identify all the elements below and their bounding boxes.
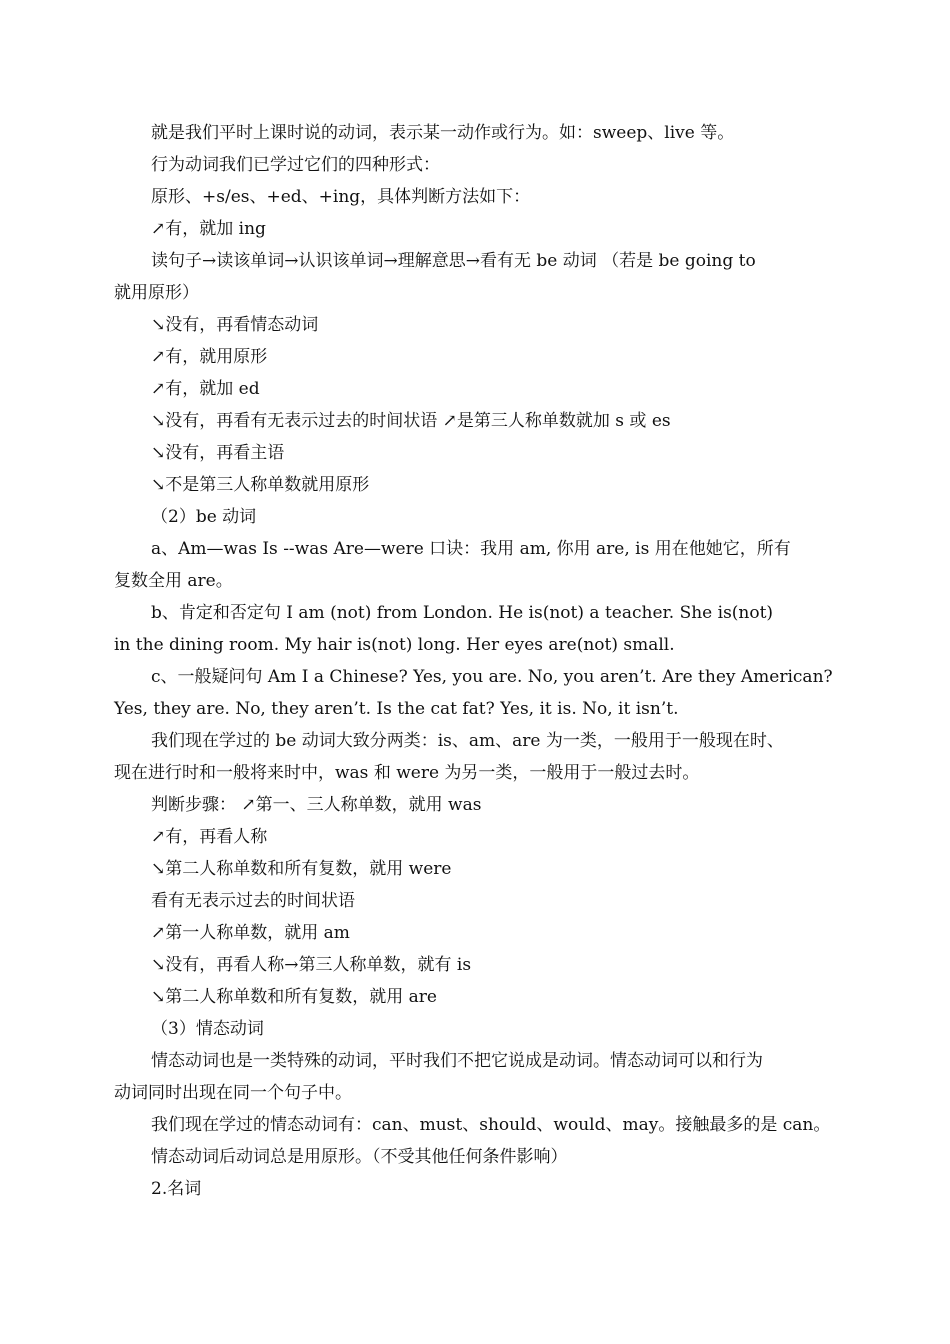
text-line: 2.名词 (151, 1179, 202, 1199)
text-line: c、一般疑问句 Am I a Chinese? Yes, you are. No, you aren’t. Are they American? (151, 667, 833, 687)
text-line: ↗有，就用原形 (151, 347, 268, 367)
text-line: 动词同时出现在同一个句子中。 (114, 1083, 352, 1103)
text-line: 看有无表示过去的时间状语 (151, 891, 355, 911)
text-line: 读句子→读该单词→认识该单词→理解意思→看有无 be 动词 （若是 be going to (151, 251, 756, 271)
text-line: ↘不是第三人称单数就用原形 (151, 475, 370, 495)
text-line: 行为动词我们已学过它们的四种形式： (151, 155, 440, 175)
text-line: （3）情态动词 (151, 1019, 264, 1039)
text-line: 就是我们平时上课时说的动词，表示某一动作或行为。如：sweep、live 等。 (151, 123, 735, 143)
text-line: 就用原形） (114, 283, 199, 303)
text-line: ↘没有，再看主语 (151, 443, 285, 463)
text-line: ↗有，就加 ing (151, 219, 266, 239)
text-line: 复数全用 are。 (114, 571, 233, 591)
text-line: （2）be 动词 (151, 507, 257, 527)
text-line: ↘没有，再看有无表示过去的时间状语 ↗是第三人称单数就加 s 或 es (151, 411, 671, 431)
document-body (114, 117, 849, 1205)
text-line: 情态动词后动词总是用原形。（不受其他任何条件影响） (151, 1147, 568, 1167)
text-line: 我们现在学过的 be 动词大致分两类：is、am、are 为一类，一般用于一般现在时、 (151, 731, 784, 751)
text-line: ↘没有，再看情态动词 (151, 315, 319, 335)
text-line: 原形、+s/es、+ed、+ing，具体判断方法如下： (151, 187, 531, 207)
text-line: ↗有，再看人称 (151, 827, 268, 847)
text-line: 情态动词也是一类特殊的动词，平时我们不把它说成是动词。情态动词可以和行为 (151, 1051, 763, 1071)
text-line: ↘没有，再看人称→第三人称单数，就有 is (151, 955, 472, 975)
text-line: 现在进行时和一般将来时中，was 和 were 为另一类，一般用于一般过去时。 (114, 763, 700, 783)
text-line: a、Am—was Is --was Are—were 口诀：我用 am, 你用 are, is 用在他她它，所有 (151, 539, 791, 559)
text-line: Yes, they are. No, they aren’t. Is the cat fat? Yes, it is. No, it isn’t. (114, 699, 679, 719)
text-line: in the dining room. My hair is(not) long. Her eyes are(not) small. (114, 635, 675, 655)
text-line: ↗有，就加 ed (151, 379, 260, 399)
text-line: ↗第一人称单数，就用 am (151, 923, 350, 943)
text-line: ↘第二人称单数和所有复数，就用 were (151, 859, 452, 879)
text-line: 判断步骤： ↗第一、三人称单数，就用 was (151, 795, 482, 815)
text-line: 我们现在学过的情态动词有：can、must、should、would、may。接触最多的是 can。 (151, 1115, 831, 1135)
text-line: ↘第二人称单数和所有复数，就用 are (151, 987, 437, 1007)
text-line: b、肯定和否定句 I am (not) from London. He is(not) a teacher. She is(not) (151, 603, 774, 623)
